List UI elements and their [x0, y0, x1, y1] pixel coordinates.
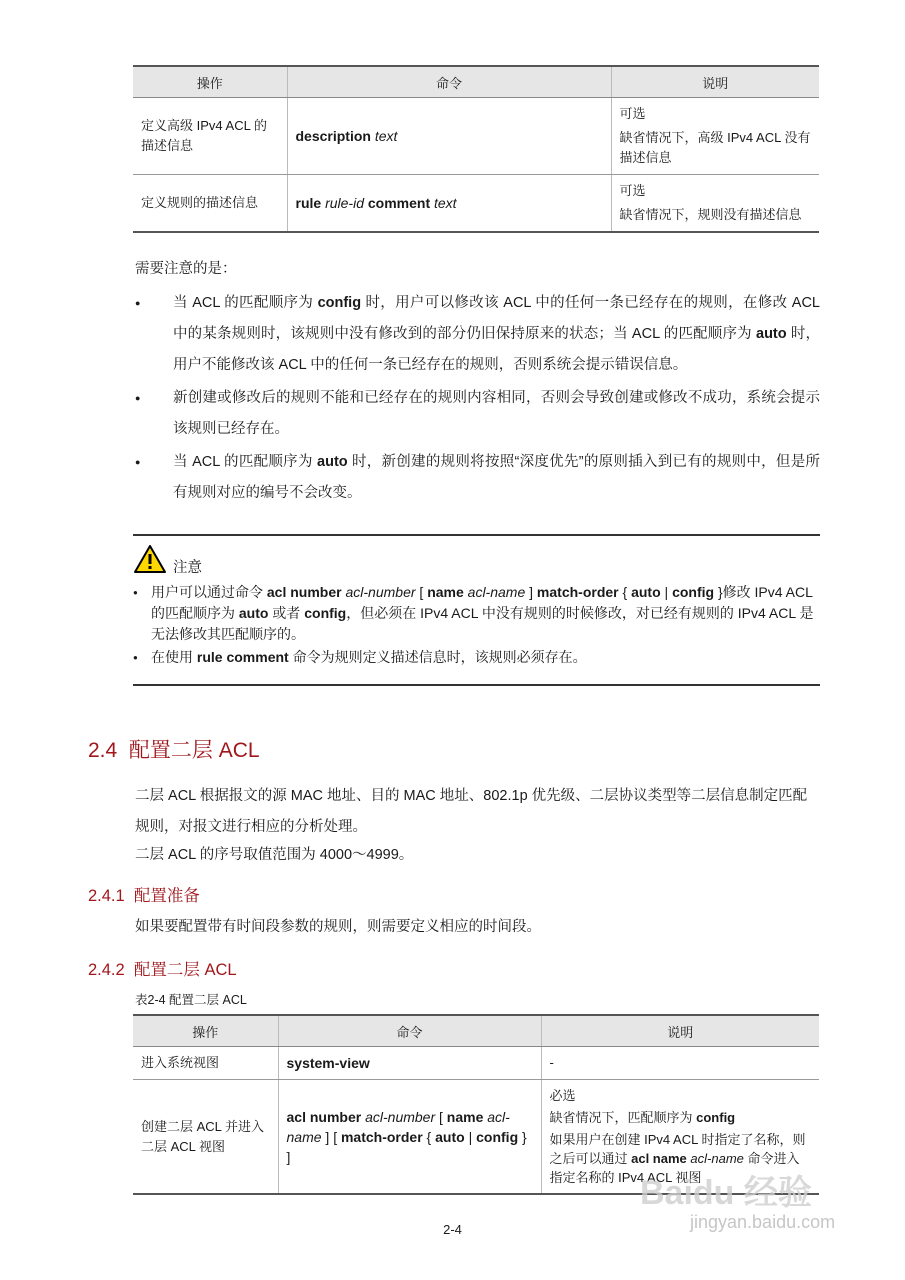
- table-header-row: [133, 1015, 819, 1047]
- bold-keyword: auto: [631, 584, 661, 600]
- subsection-number: 2.4.2: [88, 961, 125, 979]
- note-line: 可选: [619, 106, 646, 121]
- caution-box: [133, 534, 820, 686]
- italic-parameter: acl-number: [345, 584, 416, 600]
- note-line: 缺省情况下，高级 IPv4 ACL 没有描述信息: [619, 130, 811, 165]
- bold-keyword: config: [476, 1128, 519, 1145]
- subsection-title: 配置准备: [133, 887, 200, 905]
- italic-parameter: acl-number: [365, 1108, 436, 1125]
- list-item: ● 新创建或修改后的规则不能和已经存在的规则内容相同，否则会导致创建或修改不成功，系统会提示该规则已经存在。: [135, 383, 820, 445]
- header-command: 命令: [287, 66, 611, 98]
- subsection-heading: [88, 882, 200, 906]
- table-header-row: [133, 66, 819, 98]
- section-heading: [88, 734, 260, 764]
- config-table-1: [133, 65, 819, 233]
- bold-keyword: match-order: [536, 584, 619, 600]
- bold-keyword: auto: [317, 454, 348, 470]
- bold-keyword: comment: [367, 195, 431, 211]
- bold-keyword: config: [304, 605, 347, 621]
- note-line: 如果用户在创建 IPv4 ACL 时指定了名称，则之后可以通过 acl name acl-name 命令进入指定名称的 IPv4 ACL 视图: [549, 1132, 806, 1185]
- bold-keyword: auto: [238, 605, 269, 621]
- subsection-heading: [88, 956, 237, 980]
- bold-keyword: name: [427, 584, 464, 600]
- bold-keyword: rule comment: [196, 649, 289, 665]
- italic-parameter: text: [374, 128, 398, 144]
- page-number: 2-4: [443, 1222, 462, 1237]
- note-line: 缺省情况下，匹配顺序为 config: [549, 1110, 736, 1125]
- notice-intro: 需要注意的是：: [135, 261, 237, 277]
- bold-keyword: config: [317, 295, 362, 311]
- caution-title: 注意: [173, 560, 202, 576]
- subsection-number: 2.4.1: [88, 887, 125, 905]
- watermark-url: jingyan.baidu.com: [690, 1212, 836, 1232]
- operation-cell: 进入系统视图: [133, 1047, 278, 1080]
- header-description: 说明: [541, 1015, 819, 1047]
- section-paragraph: 二层 ACL 根据报文的源 MAC 地址、目的 MAC 地址、802.1p 优先级、二层协议类型等二层信息制定匹配规则，对报文进行相应的分析处理。: [135, 788, 808, 835]
- list-item: ● 当 ACL 的匹配顺序为 auto 时，新创建的规则将按照“深度优先”的原则插入到已有的规则中，但是所有规则对应的编号不会改变。: [135, 447, 820, 509]
- bold-keyword: auto: [756, 326, 787, 342]
- bold-keyword: acl number: [266, 584, 342, 600]
- subsection-paragraph: 如果要配置带有时间段参数的规则，则需要定义相应的时间段。: [135, 919, 541, 935]
- note-line: 可选: [619, 183, 646, 198]
- header-operation: 操作: [133, 1015, 278, 1047]
- note-line: 必选: [549, 1088, 576, 1103]
- operation-cell: 创建二层 ACL 并进入二层 ACL 视图: [133, 1080, 278, 1195]
- list-item: ● 在使用 rule comment 命令为规则定义描述信息时，该规则必须存在。: [133, 647, 820, 668]
- description-cell: [611, 98, 819, 175]
- warning-triangle-icon: [133, 544, 167, 574]
- bold-keyword: match-order: [340, 1128, 423, 1145]
- bold-keyword: acl number: [286, 1108, 362, 1125]
- command-cell: [287, 98, 611, 175]
- italic-parameter: acl-name: [286, 1108, 510, 1145]
- description-cell: [611, 175, 819, 233]
- section-paragraph: 二层 ACL 的序号取值范围为 4000～4999。: [135, 847, 414, 863]
- italic-parameter: rule-id: [325, 195, 364, 211]
- bold-keyword: auto: [435, 1128, 465, 1145]
- command-cell: acl number acl-number [ name acl-name ] [ match-order { auto | config } ]: [278, 1080, 541, 1195]
- note-line: 缺省情况下，规则没有描述信息: [619, 207, 802, 222]
- bold-keyword: description: [295, 128, 371, 144]
- bold-keyword: system-view: [286, 1055, 370, 1071]
- command-cell: [287, 175, 611, 233]
- bold-keyword: name: [446, 1108, 484, 1125]
- section-title: 配置二层 ACL: [128, 739, 260, 762]
- italic-parameter: acl-name: [690, 1151, 744, 1166]
- description-cell: [541, 1047, 819, 1080]
- section-number: 2.4: [88, 739, 118, 762]
- operation-cell: 定义高级 IPv4 ACL 的描述信息: [133, 98, 287, 175]
- caution-list: [133, 582, 820, 670]
- header-description: 说明: [611, 66, 819, 98]
- command-cell: [278, 1047, 541, 1080]
- bold-keyword: config: [696, 1110, 736, 1125]
- table-row: [133, 1047, 819, 1080]
- operation-cell: 定义规则的描述信息: [133, 175, 287, 233]
- table-caption: 表2-4 配置二层 ACL: [135, 993, 247, 1007]
- subsection-title: 配置二层 ACL: [133, 961, 237, 979]
- header-command: 命令: [278, 1015, 541, 1047]
- table-row: [133, 175, 819, 233]
- bold-keyword: acl name: [631, 1151, 687, 1166]
- baidu-jingyan-logo: Baidu 经验: [640, 1174, 812, 1212]
- header-operation: 操作: [133, 66, 287, 98]
- bold-keyword: config: [672, 584, 715, 600]
- table-row: [133, 98, 819, 175]
- list-item: ● 当 ACL 的匹配顺序为 config 时，用户可以修改该 ACL 中的任何一条已经存在的规则，在修改 ACL 中的某条规则时，该规则中没有修改到的部分仍旧保持原来的状态；当 ACL 的匹配顺序为 auto 时，用户不能修改该 ACL 中的任何一条已经存在的规则，否则系统会提示错误信息。: [135, 288, 820, 381]
- bold-keyword: rule: [295, 195, 322, 211]
- list-item: ● 用户可以通过命令 acl number acl-number [ name acl-name ] match-order { auto | config }修改 IPv4 ACL 的匹配顺序为 auto 或者 config，但必须在 IPv4 ACL 中没有规则的时候修改，对已经有规则的 IPv4 ACL 是无法修改其匹配顺序的。: [133, 582, 820, 645]
- italic-parameter: text: [434, 195, 457, 211]
- italic-parameter: acl-name: [467, 584, 526, 600]
- note-line: -: [549, 1055, 554, 1070]
- notice-list: [135, 288, 820, 511]
